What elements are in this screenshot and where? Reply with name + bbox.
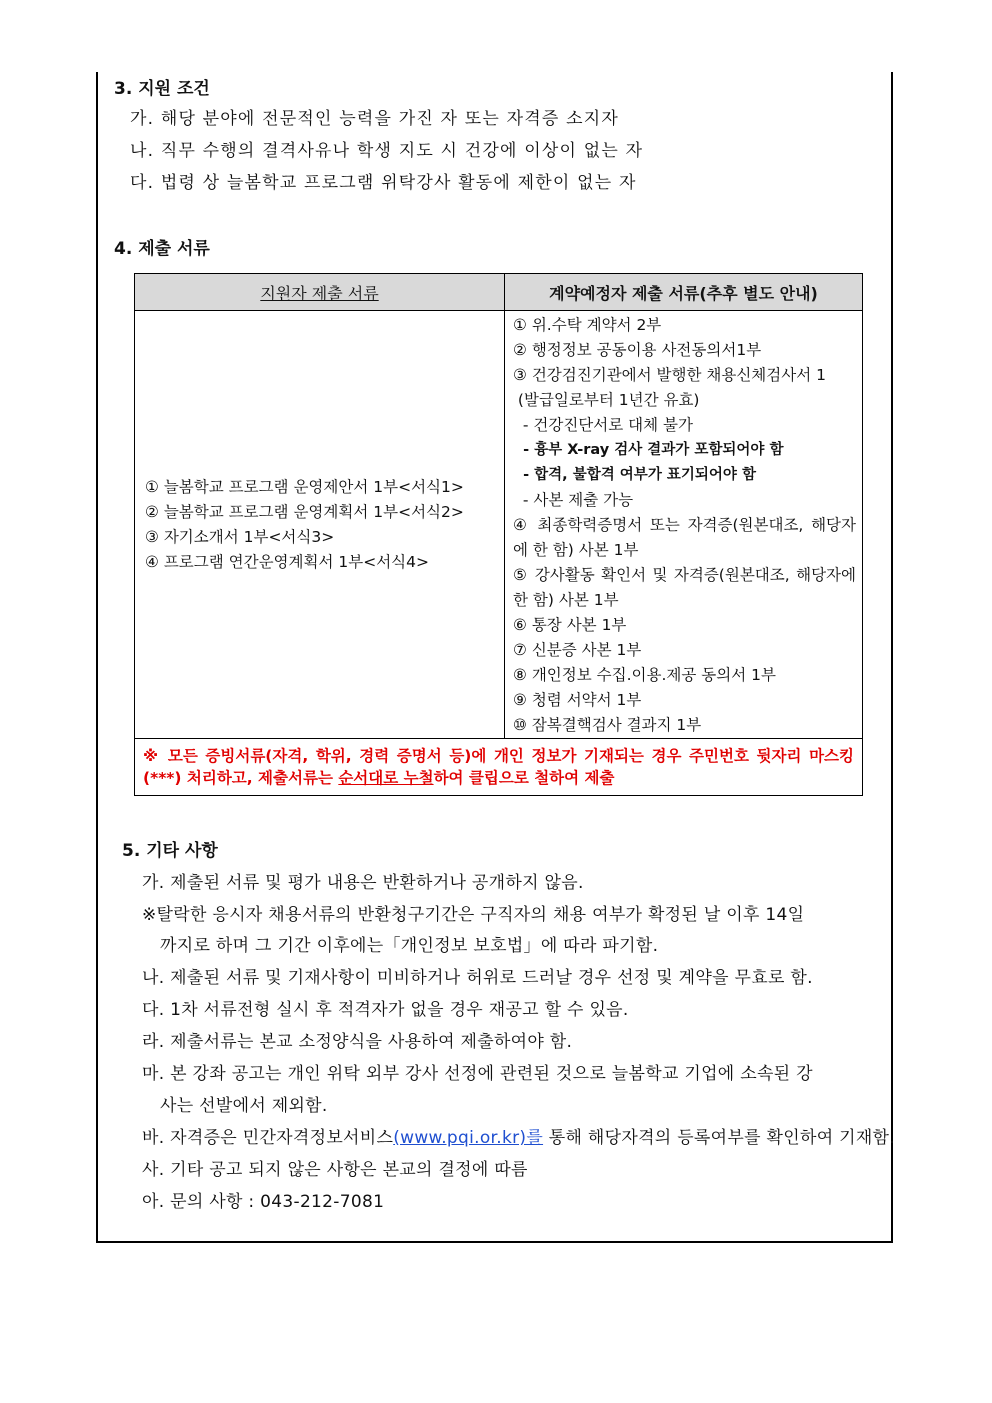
section-5-item: 사. 기타 공고 되지 않은 사항은 본교의 결정에 따름 [142,1160,528,1180]
section-5-heading: 5. 기타 사항 [122,841,218,861]
contract-docs-cell [505,311,863,739]
contract-doc-item: ⑨ 청렴 서약서 1부 [513,691,642,709]
applicant-doc-item: ③ 자기소개서 1부<서식3> [145,527,335,546]
contract-doc-item: ⑦ 신분증 사본 1부 [513,641,642,659]
section-3-item: 다. 법령 상 늘봄학교 프로그램 위탁강사 활동에 제한이 없는 자 [130,173,637,193]
section-3-item: 가. 해당 분야에 전문적인 능력을 가진 자 또는 자격증 소지자 [130,109,619,129]
section-5-item: 가. 제출된 서류 및 평가 내용은 반환하거나 공개하지 않음. [142,873,584,893]
masking-notice [135,739,863,796]
section-5-item: 사는 선발에서 제외함. [160,1096,328,1116]
applicant-doc-item: ④ 프로그램 연간운영계획서 1부<서식4> [145,552,429,571]
contract-doc-item: ② 행정정보 공동이용 사전동의서1부 [513,341,762,359]
applicant-docs-cell [135,311,505,739]
applicant-docs-header: 지원자 제출 서류 [135,274,505,311]
notice-text: ※ 모든 증빙서류(자격, 학위, 경력 증명서 등)에 개인 정보가 기재되는 경우 주민번호 뒷자리 마스킹(***) 처리하고, 제출서류는 [143,747,854,787]
applicant-doc-item: ① 늘봄학교 프로그램 운영제안서 1부<서식1> [145,477,464,496]
section-5-item: 라. 제출서류는 본교 소정양식을 사용하여 제출하여야 함. [142,1032,573,1052]
section-4-heading: 4. 제출 서류 [114,239,210,259]
contract-doc-item: ③ 건강검진기관에서 발행한 채용신체검사서 1 [513,366,826,384]
section-5-item: 다. 1차 서류전형 실시 후 적격자가 없을 경우 재공고 할 수 있음. [142,1000,629,1020]
contract-docs-header: 계약예정자 제출 서류(추후 별도 안내) [505,274,863,311]
section-5-item: 아. 문의 사항 : 043-212-7081 [142,1192,385,1212]
contract-doc-item: ① 위.수탁 계약서 2부 [513,316,662,334]
contract-doc-item: ⑧ 개인정보 수집.이용.제공 동의서 1부 [513,666,776,684]
text: 바. 자격증은 민간자격정보서비스 [142,1128,394,1148]
section-3-item: 나. 직무 수행의 결격사유나 학생 지도 시 건강에 이상이 없는 자 [130,141,644,161]
contract-doc-subitem: - 사본 제출 가능 [513,491,634,509]
contract-doc-item: ⑩ 잠복결핵검사 결과지 1부 [513,716,702,734]
section-5-item: 나. 제출된 서류 및 기재사항이 미비하거나 허위로 드러날 경우 선정 및 계약을 무효로 함. [142,968,813,988]
pqi-link[interactable]: (www.pqi.or.kr)를 [393,1128,544,1148]
section-5-note: 까지로 하며 그 기간 이후에는「개인정보 보호법」에 따라 파기함. [160,936,659,956]
section-5-item [142,1123,895,1148]
section-5-note: ※탈락한 응시자 채용서류의 반환청구기간은 구직자의 채용 여부가 확정된 날 이후 14일 [142,905,805,925]
notice-text-end: 하여 클립으로 철하여 제출 [433,769,615,787]
text: 통해 해당자격의 등록여부를 확인하여 기재함. [543,1128,895,1148]
contract-doc-item: ④ 최종학력증명서 또는 자격증(원본대조, 해당자에 한 함) 사본 1부 [513,516,856,559]
notice-underlined-text: 순서대로 누철 [338,769,434,787]
documents-table [134,273,863,796]
contract-doc-subitem: - 흉부 X-ray 검사 결과가 포함되어야 함 [513,442,784,458]
contract-doc-item: ⑥ 통장 사본 1부 [513,616,627,634]
section-5-item: 마. 본 강좌 공고는 개인 위탁 외부 강사 선정에 관련된 것으로 늘봄학교 기업에 소속된 강 [142,1064,813,1084]
applicant-doc-item: ② 늘봄학교 프로그램 운영계획서 1부<서식2> [145,502,464,521]
section-3-heading: 3. 지원 조건 [114,79,210,99]
contract-doc-subitem: - 건강진단서로 대체 불가 [513,416,693,434]
contract-doc-subitem: - 합격, 불합격 여부가 표기되어야 함 [513,467,756,483]
contract-doc-item: (발급일로부터 1년간 유효) [513,391,700,409]
contract-doc-item: ⑤ 강사활동 확인서 및 자격증(원본대조, 해당자에 한 함) 사본 1부 [513,566,856,609]
